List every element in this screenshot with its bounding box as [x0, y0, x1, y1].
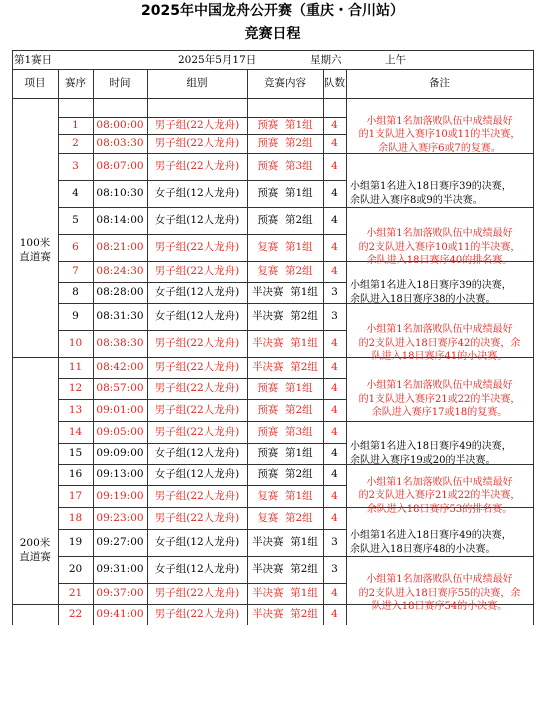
race-content: 预赛 第1组 [257, 187, 313, 199]
race-time: 08:24:30 [96, 265, 144, 277]
race-content: 半决赛 第1组 [252, 337, 318, 349]
grid-line-horizontal [12, 98, 533, 99]
race-content: 预赛 第1组 [257, 447, 313, 459]
race-seq: 6 [72, 241, 79, 253]
remark-line: 小组第1名加落败队伍中成绩最好 [366, 574, 513, 586]
race-seq: 1 [72, 119, 79, 131]
race-group: 男子组(22人龙舟) [154, 382, 240, 394]
remark-line: 余队进入18日赛序53的排名赛。 [366, 503, 513, 515]
race-seq: 9 [72, 310, 79, 322]
race-group: 男子组(22人龙舟) [154, 160, 240, 172]
remark-note [346, 574, 533, 613]
team-count: 4 [331, 587, 338, 599]
race-time: 08:42:00 [96, 361, 144, 373]
race-time: 08:07:00 [96, 160, 144, 172]
race-group: 男子组(22人龙舟) [154, 587, 240, 599]
race-seq: 18 [68, 511, 83, 524]
race-time: 08:03:30 [96, 137, 144, 149]
race-content: 半决赛 第2组 [252, 361, 318, 373]
column-header-group: 组别 [186, 77, 208, 89]
race-content: 复赛 第2组 [257, 265, 313, 277]
race-group: 男子组(22人龙舟) [154, 241, 240, 253]
race-content: 复赛 第1组 [257, 241, 313, 253]
race-time: 09:13:00 [96, 468, 144, 480]
race-time: 09:01:00 [96, 403, 144, 416]
team-count: 4 [331, 468, 338, 480]
team-count: 3 [331, 536, 338, 548]
category-200m [12, 536, 58, 564]
race-seq: 4 [72, 187, 79, 199]
category-100m-line1: 100米 [19, 237, 51, 249]
remark-note [346, 282, 533, 303]
race-seq: 8 [72, 286, 79, 298]
race-group: 男子组(22人龙舟) [154, 337, 240, 349]
remark-line: 队进入18日赛序41的小决赛。 [371, 351, 508, 363]
column-header-content: 竞赛内容 [264, 77, 306, 89]
race-group: 男子组(22人龙舟) [154, 137, 240, 149]
team-count: 4 [331, 608, 338, 620]
column-header-notes: 备注 [429, 77, 450, 89]
race-time: 08:31:30 [96, 310, 144, 322]
race-content: 预赛 第1组 [257, 119, 313, 131]
race-content: 预赛 第2组 [257, 468, 313, 480]
race-seq: 2 [72, 137, 79, 149]
race-seq: 22 [68, 608, 83, 620]
remark-note [346, 476, 533, 515]
team-count: 4 [331, 382, 338, 394]
team-count: 4 [331, 337, 338, 349]
remark-line: 的2支队进入18日赛序42的决赛，余 [358, 337, 521, 349]
race-group: 男子组(22人龙舟) [154, 608, 240, 620]
column-header-item: 项目 [24, 77, 46, 89]
race-seq: 5 [72, 214, 79, 226]
race-time: 09:23:00 [96, 511, 144, 524]
document-title: 2025年中国龙舟公开赛（重庆・合川站） [141, 3, 404, 19]
team-count: 4 [331, 361, 338, 373]
day-label: 第1赛日 [14, 54, 53, 66]
race-time: 09:41:00 [96, 608, 144, 620]
race-seq: 19 [68, 536, 83, 548]
remark-line: 的2支队进入赛序21或22的半决赛， [358, 490, 521, 502]
remark-note [346, 117, 533, 153]
team-count: 4 [331, 160, 338, 172]
race-content: 半决赛 第2组 [252, 310, 318, 322]
race-group: 女子组(12人龙舟) [154, 536, 240, 548]
period-label: 上午 [385, 54, 406, 66]
race-time: 08:10:30 [96, 187, 144, 199]
race-seq: 16 [68, 468, 83, 480]
race-content: 半决赛 第2组 [252, 608, 318, 620]
grid-line-vertical [533, 50, 534, 625]
remark-line: 的1支队进入赛序10或11的半决赛， [358, 129, 521, 141]
race-content: 半决赛 第1组 [252, 286, 318, 298]
column-header-teams: 队数 [324, 77, 345, 89]
race-group: 女子组(12人龙舟) [154, 286, 240, 298]
grid-line-vertical [12, 50, 13, 625]
team-count: 4 [331, 425, 338, 438]
remark-note [346, 378, 533, 421]
race-time: 09:19:00 [96, 489, 144, 502]
race-group: 女子组(12人龙舟) [154, 447, 240, 459]
category-100m-line2: 直道赛 [19, 251, 51, 263]
race-group: 男子组(22人龙舟) [154, 425, 240, 438]
race-group: 男子组(22人龙舟) [154, 265, 240, 277]
race-seq: 21 [68, 587, 83, 599]
category-100m [12, 236, 58, 264]
race-seq: 10 [68, 337, 83, 349]
remark-line: 余队进入赛序17或18的复赛。 [371, 407, 508, 419]
race-seq: 17 [68, 489, 83, 502]
race-group: 女子组(12人龙舟) [154, 563, 240, 575]
race-content: 预赛 第2组 [257, 214, 313, 226]
race-group: 男子组(22人龙舟) [154, 489, 240, 502]
team-count: 4 [331, 119, 338, 131]
race-time: 08:38:30 [96, 337, 144, 349]
race-time: 08:00:00 [96, 119, 144, 131]
race-seq: 15 [68, 447, 83, 459]
race-content: 半决赛 第1组 [252, 587, 318, 599]
race-time: 09:05:00 [96, 425, 144, 438]
team-count: 3 [331, 286, 338, 298]
race-group: 男子组(22人龙舟) [154, 511, 240, 524]
race-group: 女子组(12人龙舟) [154, 468, 240, 480]
race-content: 预赛 第3组 [257, 160, 313, 172]
race-time: 09:37:00 [96, 587, 144, 599]
remark-line: 余队进入赛序6或7的复赛。 [378, 142, 501, 154]
race-time: 08:14:00 [96, 214, 144, 226]
remark-note [346, 180, 533, 207]
remark-line: 小组第1名进入18日赛序49的决赛， [350, 441, 512, 452]
race-content: 复赛 第1组 [257, 489, 313, 502]
race-content: 预赛 第2组 [257, 137, 313, 149]
race-content: 复赛 第2组 [257, 511, 313, 524]
remark-line: 的2支队进入18日赛序55的决赛，余 [358, 587, 521, 599]
race-content: 半决赛 第1组 [252, 536, 318, 548]
remark-line: 的2支队进入赛序10或11的半决赛， [358, 241, 521, 253]
race-content: 预赛 第3组 [257, 425, 313, 438]
remark-line: 小组第1名进入18日赛序39的决赛， [350, 280, 512, 291]
remark-note [346, 324, 533, 363]
team-count: 4 [331, 187, 338, 199]
team-count: 4 [331, 137, 338, 149]
team-count: 3 [331, 310, 338, 322]
race-time: 09:09:00 [96, 447, 144, 459]
remark-line: 小组第1名加落败队伍中成绩最好 [366, 324, 513, 336]
race-time: 08:57:00 [96, 382, 144, 394]
race-group: 男子组(22人龙舟) [154, 119, 240, 131]
remark-line: 小组第1名加落败队伍中成绩最好 [366, 228, 513, 240]
remark-line: 余队进入赛序8或9的半决赛。 [350, 194, 483, 206]
remark-line: 队进入18日赛序54的小决赛。 [371, 601, 508, 613]
race-time: 09:27:00 [96, 536, 144, 548]
remark-line: 余队进入18日赛序38的小决赛。 [350, 293, 496, 305]
team-count: 3 [331, 563, 338, 575]
date-label: 2025年5月17日 [178, 54, 257, 66]
remark-line: 小组第1名进入18日赛序39的决赛， [350, 181, 512, 192]
race-seq: 20 [68, 563, 83, 575]
remark-note [346, 228, 533, 267]
race-time: 09:31:00 [96, 563, 144, 575]
race-group: 女子组(12人龙舟) [154, 310, 240, 322]
weekday-label: 星期六 [310, 54, 342, 66]
team-count: 4 [331, 489, 338, 502]
team-count: 4 [331, 447, 338, 459]
race-group: 男子组(22人龙舟) [154, 361, 240, 373]
race-seq: 7 [72, 265, 79, 277]
race-seq: 3 [72, 160, 79, 172]
team-count: 4 [331, 241, 338, 253]
race-time: 08:21:00 [96, 241, 144, 253]
remark-line: 的1支队进入赛序21或22的半决赛， [358, 393, 521, 405]
remark-line: 余队进入18日赛序48的小决赛。 [350, 543, 496, 555]
column-header-time: 时间 [109, 77, 131, 89]
remark-note [346, 443, 533, 464]
race-content: 预赛 第1组 [257, 382, 313, 394]
race-seq: 14 [68, 425, 83, 438]
race-seq: 13 [68, 403, 83, 416]
race-seq: 11 [68, 361, 83, 373]
category-200m-line1: 200米 [19, 537, 51, 549]
race-content: 预赛 第2组 [257, 403, 313, 416]
remark-line: 余队进入18日赛序40的排名赛。 [366, 255, 513, 267]
team-count: 4 [331, 511, 338, 524]
remark-note [346, 529, 533, 556]
document-subtitle: 竞赛日程 [244, 26, 301, 42]
race-group: 男子组(22人龙舟) [154, 403, 240, 416]
grid-line-horizontal [12, 50, 533, 51]
race-content: 半决赛 第2组 [252, 563, 318, 575]
remark-line: 小组第1名进入18日赛序49的决赛， [350, 530, 512, 541]
remark-line: 小组第1名加落败队伍中成绩最好 [366, 476, 513, 488]
team-count: 4 [331, 265, 338, 277]
category-200m-line2: 直道赛 [19, 551, 51, 563]
team-count: 4 [331, 214, 338, 226]
remark-line: 小组第1名加落败队伍中成绩最好 [366, 115, 513, 127]
race-time: 08:28:00 [96, 286, 144, 298]
race-seq: 12 [68, 382, 83, 394]
team-count: 4 [331, 403, 338, 416]
remark-line: 小组第1名加落败队伍中成绩最好 [366, 380, 513, 392]
race-group: 女子组(12人龙舟) [154, 214, 240, 226]
remark-line: 余队进入赛序19或20的半决赛。 [350, 454, 496, 466]
column-header-seq: 赛序 [65, 77, 86, 89]
race-group: 女子组(12人龙舟) [154, 187, 240, 199]
